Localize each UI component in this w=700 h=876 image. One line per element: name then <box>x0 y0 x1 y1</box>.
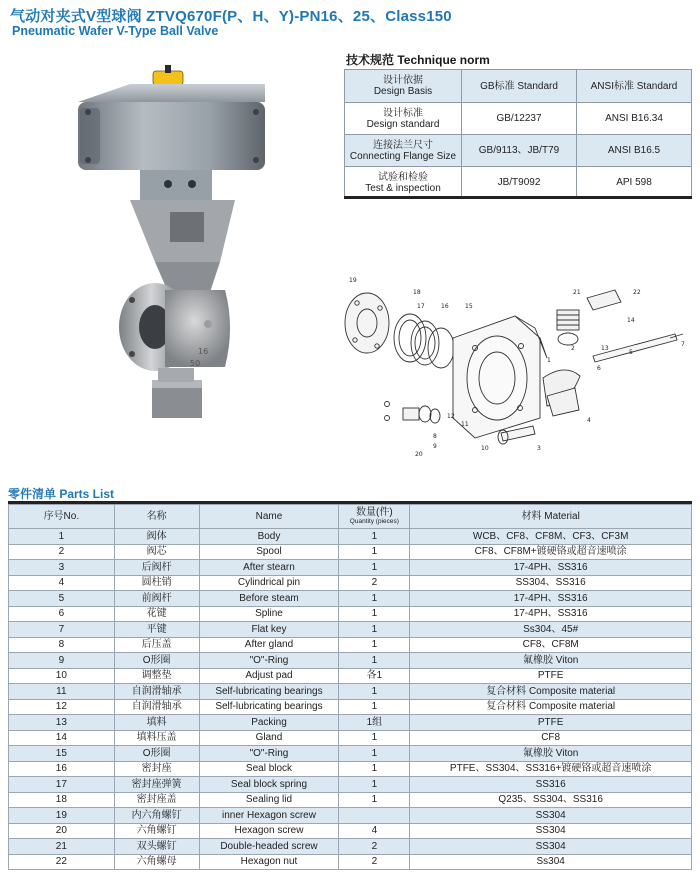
part-name-cn: 密封座 <box>114 761 199 777</box>
part-name-cn: 圆柱销 <box>114 575 199 591</box>
part-quantity: 1 <box>339 529 410 545</box>
part-no: 5 <box>9 591 115 607</box>
part-no: 20 <box>9 823 115 839</box>
part-name-en: Packing <box>199 715 339 731</box>
diagram-label-8: 8 <box>433 433 437 440</box>
part-name-cn: O形圈 <box>114 653 199 669</box>
part-name-cn: 六角螺母 <box>114 854 199 870</box>
table-row <box>9 544 692 560</box>
diagram-label-7: 7 <box>681 341 685 348</box>
part-material: Q235、SS304、SS316 <box>410 792 692 808</box>
part-quantity: 2 <box>339 854 410 870</box>
part-name-en: Seal block spring <box>199 777 339 793</box>
part-name-cn: 花键 <box>114 606 199 622</box>
diagram-label-17: 17 <box>417 303 425 310</box>
header-quantity <box>339 505 410 529</box>
part-name-cn: 填料 <box>114 715 199 731</box>
diagram-label-20: 20 <box>415 451 423 458</box>
part-material: 复合材料 Composite material <box>410 684 692 700</box>
part-material: CF8、CF8M+镀硬铬或超音速喷涂 <box>410 544 692 560</box>
part-quantity: 4 <box>339 823 410 839</box>
part-material: SS304 <box>410 808 692 824</box>
part-name-en: Adjust pad <box>199 668 339 684</box>
valve-mark-pn: 16 <box>198 347 209 356</box>
part-name-en: Spool <box>199 544 339 560</box>
part-name-cn: O形圈 <box>114 746 199 762</box>
part-name-en: Sealing lid <box>199 792 339 808</box>
norm-label-cn: 设计依据 <box>383 75 423 86</box>
part-name-en: Flat key <box>199 622 339 638</box>
part-name-cn: 密封座盖 <box>114 792 199 808</box>
part-name-cn: 填料压盖 <box>114 730 199 746</box>
part-material: SS316 <box>410 777 692 793</box>
part-name-cn: 双头螺钉 <box>114 839 199 855</box>
diagram-label-1: 1 <box>547 357 551 364</box>
norm-label-en: Design standard <box>366 118 440 130</box>
part-material: 氟橡胶 Viton <box>410 653 692 669</box>
part-quantity: 1 <box>339 653 410 669</box>
part-quantity: 1 <box>339 606 410 622</box>
part-quantity: 各1 <box>339 668 410 684</box>
table-row <box>9 730 692 746</box>
part-quantity: 1 <box>339 792 410 808</box>
part-material: SS304 <box>410 839 692 855</box>
diagram-label-5: 5 <box>629 349 633 356</box>
part-name-en: "O"-Ring <box>199 746 339 762</box>
table-row <box>9 684 692 700</box>
part-quantity: 1 <box>339 622 410 638</box>
part-name-en: After gland <box>199 637 339 653</box>
part-quantity: 1 <box>339 544 410 560</box>
page-subtitle: Pneumatic Wafer V-Type Ball Valve <box>12 24 219 38</box>
part-quantity <box>339 808 410 824</box>
part-name-cn: 自润滑轴承 <box>114 699 199 715</box>
part-no: 18 <box>9 792 115 808</box>
part-name-en: inner Hexagon screw <box>199 808 339 824</box>
diagram-label-6: 6 <box>597 365 601 372</box>
diagram-label-22: 22 <box>633 289 641 296</box>
part-quantity: 1 <box>339 730 410 746</box>
header-no: 序号No. <box>9 505 115 529</box>
diagram-label-3: 3 <box>537 445 541 452</box>
part-name-cn: 六角螺钉 <box>114 823 199 839</box>
part-material: 复合材料 Composite material <box>410 699 692 715</box>
part-no: 9 <box>9 653 115 669</box>
table-row <box>9 699 692 715</box>
norm-label-en: Design Basis <box>373 86 433 97</box>
norm-ansi: API 598 <box>577 167 692 199</box>
part-name-en: Double-headed screw <box>199 839 339 855</box>
part-no: 11 <box>9 684 115 700</box>
norm-ansi: ANSI B16.34 <box>577 103 692 135</box>
table-row <box>9 622 692 638</box>
part-name-en: Spline <box>199 606 339 622</box>
part-name-cn: 自润滑轴承 <box>114 684 199 700</box>
part-material: SS304 <box>410 823 692 839</box>
part-material: CF8、CF8M <box>410 637 692 653</box>
norm-label-cn: 试验和检验 <box>378 171 428 183</box>
part-quantity: 1 <box>339 591 410 607</box>
table-row <box>9 637 692 653</box>
technique-norm-rule <box>344 196 692 199</box>
table-row <box>9 575 692 591</box>
part-material: CF8 <box>410 730 692 746</box>
part-no: 12 <box>9 699 115 715</box>
norm-gb: GB/12237 <box>462 103 577 135</box>
part-name-en: "O"-Ring <box>199 653 339 669</box>
exploded-diagram <box>325 268 695 468</box>
table-row <box>9 746 692 762</box>
parts-list-header <box>9 505 692 529</box>
norm-label-cn: 连接法兰尺寸 <box>373 139 433 151</box>
table-row <box>9 529 692 545</box>
part-name-en: Hexagon screw <box>199 823 339 839</box>
technique-norm-row <box>345 103 692 135</box>
table-row <box>9 777 692 793</box>
diagram-label-9: 9 <box>433 443 437 450</box>
part-name-cn: 后阀杆 <box>114 560 199 576</box>
technique-norm-row <box>345 167 692 199</box>
header-quantity-en: Quantity (pieces) <box>349 518 399 525</box>
part-material: 氟橡胶 Viton <box>410 746 692 762</box>
part-quantity: 1 <box>339 684 410 700</box>
page-title: 气动对夹式V型球阀 ZTVQ670F(P、H、Y)-PN16、25、Class150 <box>10 8 452 25</box>
norm-label-cn: 设计标准 <box>383 107 423 119</box>
part-material: PTFE <box>410 715 692 731</box>
part-material: PTFE <box>410 668 692 684</box>
table-row <box>9 792 692 808</box>
part-name-en: Self-lubricating bearings <box>199 684 339 700</box>
part-material: SS304、SS316 <box>410 575 692 591</box>
part-name-en: Hexagon nut <box>199 854 339 870</box>
diagram-label-15: 15 <box>465 303 473 310</box>
part-name-en: Body <box>199 529 339 545</box>
table-row <box>9 606 692 622</box>
part-quantity: 1 <box>339 560 410 576</box>
technique-norm-row <box>345 70 692 103</box>
norm-gb: GB标准 Standard <box>462 70 577 103</box>
technique-norm-table <box>344 69 692 199</box>
header-name-en: Name <box>199 505 339 529</box>
part-name-cn: 调整垫 <box>114 668 199 684</box>
part-no: 17 <box>9 777 115 793</box>
table-row <box>9 653 692 669</box>
part-name-en: Gland <box>199 730 339 746</box>
part-material: WCB、CF8、CF8M、CF3、CF3M <box>410 529 692 545</box>
part-quantity: 2 <box>339 575 410 591</box>
part-material: PTFE、SS304、SS316+镀硬铬或超音速喷涂 <box>410 761 692 777</box>
diagram-label-19: 19 <box>349 277 357 284</box>
diagram-label-21: 21 <box>573 289 581 296</box>
valve-illustration <box>60 62 280 442</box>
parts-list-title: 零件清单 Parts List <box>8 487 115 501</box>
norm-gb: GB/9113、JB/T79 <box>462 135 577 167</box>
technique-norm-row <box>345 135 692 167</box>
part-material: 17-4PH、SS316 <box>410 560 692 576</box>
norm-gb: JB/T9092 <box>462 167 577 199</box>
part-no: 2 <box>9 544 115 560</box>
part-name-en: Cylindrical pin <box>199 575 339 591</box>
table-row <box>9 560 692 576</box>
part-quantity: 2 <box>339 839 410 855</box>
table-row <box>9 761 692 777</box>
diagram-label-14: 14 <box>627 317 635 324</box>
table-row <box>9 591 692 607</box>
part-name-en: Seal block <box>199 761 339 777</box>
part-no: 4 <box>9 575 115 591</box>
diagram-label-2: 2 <box>571 345 575 352</box>
part-name-en: After stearn <box>199 560 339 576</box>
diagram-label-4: 4 <box>587 417 591 424</box>
part-no: 19 <box>9 808 115 824</box>
header-name-cn: 名称 <box>114 505 199 529</box>
header-quantity-cn: 数量(件) <box>356 507 393 518</box>
part-material: Ss304、45# <box>410 622 692 638</box>
part-name-cn: 后压盖 <box>114 637 199 653</box>
part-material: 17-4PH、SS316 <box>410 606 692 622</box>
part-quantity: 1 <box>339 761 410 777</box>
table-row <box>9 839 692 855</box>
part-no: 15 <box>9 746 115 762</box>
part-quantity: 1 <box>339 777 410 793</box>
part-no: 22 <box>9 854 115 870</box>
table-row <box>9 854 692 870</box>
part-material: 17-4PH、SS316 <box>410 591 692 607</box>
part-quantity: 1 <box>339 637 410 653</box>
table-row <box>9 823 692 839</box>
header-material: 材料 Material <box>410 505 692 529</box>
part-name-cn: 内六角螺钉 <box>114 808 199 824</box>
part-no: 16 <box>9 761 115 777</box>
parts-list-table <box>8 504 692 870</box>
diagram-label-13: 13 <box>601 345 609 352</box>
part-name-cn: 阀体 <box>114 529 199 545</box>
norm-ansi: ANSI标准 Standard <box>577 70 692 103</box>
norm-label-en: Connecting Flange Size <box>349 150 457 162</box>
diagram-label-18: 18 <box>413 289 421 296</box>
diagram-label-11: 11 <box>461 421 469 428</box>
table-row <box>9 715 692 731</box>
part-no: 13 <box>9 715 115 731</box>
part-quantity: 1 <box>339 699 410 715</box>
part-name-cn: 阀芯 <box>114 544 199 560</box>
part-no: 6 <box>9 606 115 622</box>
part-name-cn: 密封座弹簧 <box>114 777 199 793</box>
part-no: 14 <box>9 730 115 746</box>
table-row <box>9 668 692 684</box>
norm-ansi: ANSI B16.5 <box>577 135 692 167</box>
diagram-label-12: 12 <box>447 413 455 420</box>
part-name-cn: 平键 <box>114 622 199 638</box>
technique-norm-title: 技术规范 Technique norm <box>346 53 490 67</box>
diagram-label-10: 10 <box>481 445 489 452</box>
part-no: 3 <box>9 560 115 576</box>
part-no: 10 <box>9 668 115 684</box>
part-material: Ss304 <box>410 854 692 870</box>
part-no: 8 <box>9 637 115 653</box>
table-row <box>9 808 692 824</box>
norm-label-en: Test & inspection <box>365 182 441 194</box>
part-no: 1 <box>9 529 115 545</box>
part-name-en: Before steam <box>199 591 339 607</box>
part-quantity: 1组 <box>339 715 410 731</box>
part-no: 21 <box>9 839 115 855</box>
part-no: 7 <box>9 622 115 638</box>
part-quantity: 1 <box>339 746 410 762</box>
part-name-en: Self-lubricating bearings <box>199 699 339 715</box>
part-name-cn: 前阀杆 <box>114 591 199 607</box>
diagram-label-16: 16 <box>441 303 449 310</box>
valve-mark-dn: 50 <box>190 359 201 368</box>
